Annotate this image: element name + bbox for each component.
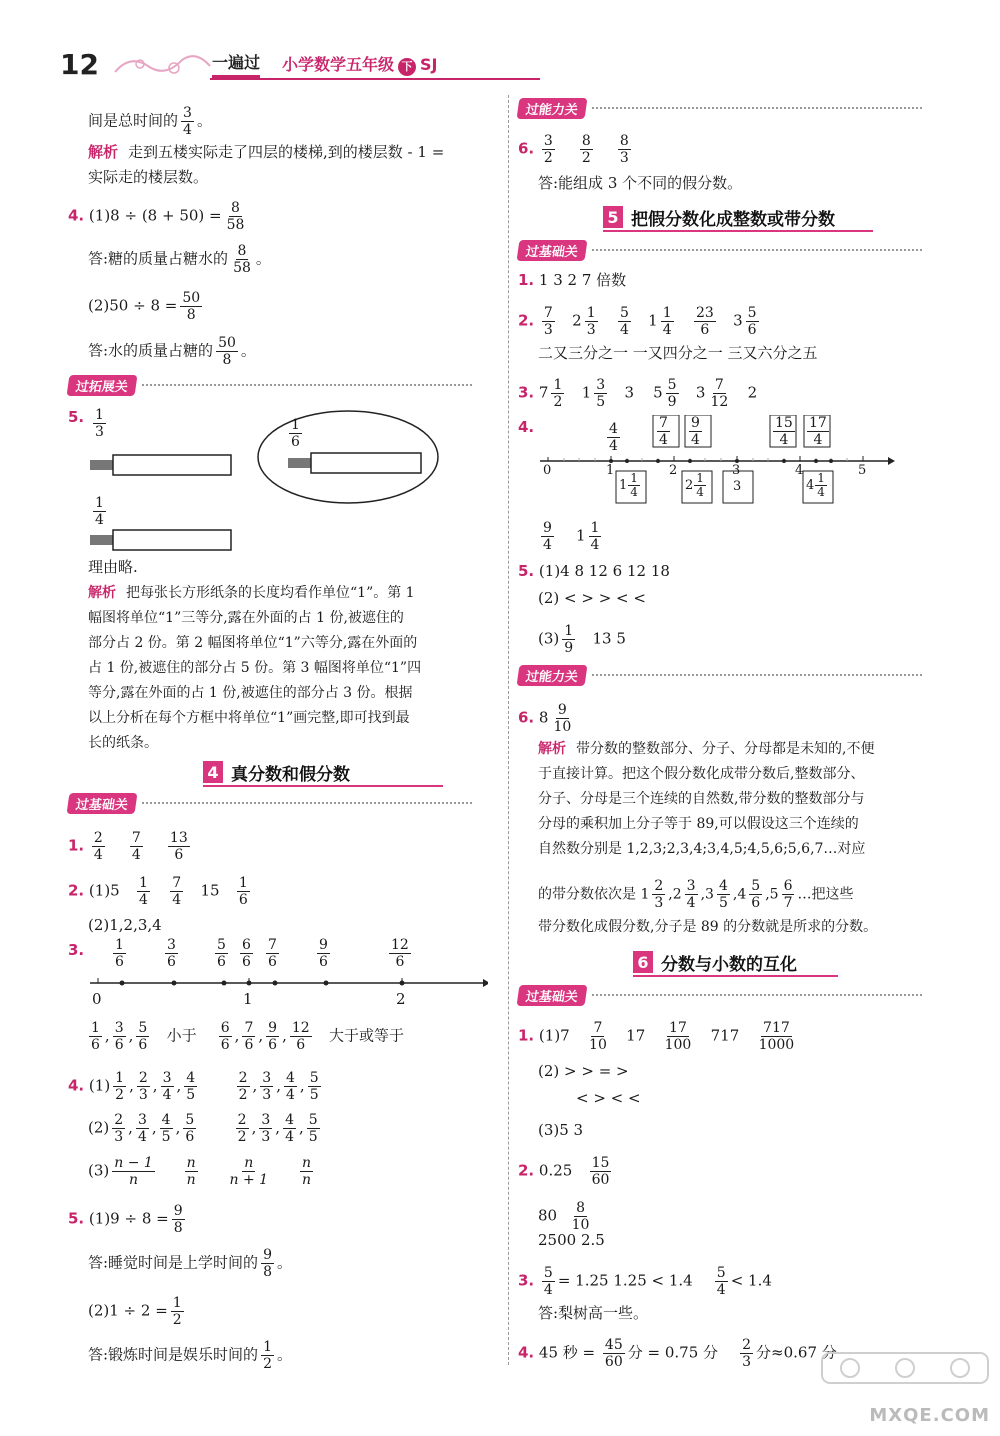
page-number: 12 (60, 48, 99, 81)
watermark-logo-icon (820, 1351, 990, 1401)
q6: 6. $\frac{3}{2}$ $\frac{8}{2}$ $\frac{8}{3}$ (518, 133, 629, 166)
section-tag-extension: 过拓展关 (68, 375, 472, 395)
section-heading-4: 4 真分数和假分数 (203, 757, 443, 787)
p5-part1: 5. (1)9 ÷ 8 = $\frac{9}{8}$ (68, 1203, 183, 1236)
section-heading-6: 6 分数与小数的互化 (633, 947, 838, 977)
analysis-paragraph: 解析 把每张长方形纸条的长度均看作单位“1”。第 1 幅图将单位“1”三等分,露在外面的占 1 份,被遮住的 部分占 2 份。第 2 幅图将单位“1”六等分,露在外面的 占 1 份,被遮住的部分占 5 份。第 3 幅图将单位“1”四 等分,露在外面的占 1 份,被遮住的部分占 3 份。根据 以上分析在每个方框中将单位“1”画完整,即可找到最 长的纸条。 (88, 585, 422, 751)
q4-part1: 4. (1)8 ÷ (8 + 50) = $\frac{8}{58}$ (68, 200, 245, 233)
watermark: MXQE.COM (820, 1351, 990, 1426)
grade-mark: 下 (398, 58, 416, 76)
section-tag-basic: 过基础关 (68, 793, 472, 813)
section-tag-basic-3: 过基础关 (518, 985, 922, 1005)
section-heading-5: 5 把假分数化成整数或带分数 (603, 202, 873, 232)
section-tag-basic-2: 过基础关 (518, 240, 922, 260)
section-tag-ability-2: 过能力关 (518, 665, 922, 685)
p3-compare: $\frac{1}{6}$ , $\frac{3}{6}$ , $\frac{5}{6}$ 小于 $\frac{6}{6}$ , $\frac{7}{6}$ , $\frac{9}{6}$ , $\frac{12}{6}$ 大于或等于 (91, 1020, 404, 1053)
s4: 4. 45 秒 = $\frac{45}{60}$ 分 = 0.75 分 $\frac{2}{3}$ 分≈0.67 分 (518, 1337, 837, 1370)
decoration-icon (110, 52, 220, 80)
p1: 1. $\frac{2}{4}$ $\frac{7}{4}$ $\frac{13}{6}$ (68, 830, 188, 863)
r3: 3. 7 $\frac{1}{2}$ 1 $\frac{3}{5}$ 3 5 $\frac{5}{9}$ 3 $\frac{7}{12}$ 2 (518, 377, 758, 410)
answer-line: 间是总时间的 $\frac{3}{4}$ 。 (88, 105, 212, 138)
p4-part3: (3) $\frac{n - 1}{n}$ $\frac{n}{n}$ $\frac{n}{n + 1}$ $\frac{n}{n}$ (88, 1155, 311, 1188)
paper-strips-figure (83, 405, 483, 565)
p4-part1: 4. (1) $\frac{1}{2}$ , $\frac{2}{3}$ , $\frac{3}{4}$ , $\frac{4}{5}$ $\frac{2}{2}$ , $\frac{3}{3}$ , $\frac{4}{4}$ , $\frac{5}{5}$ (68, 1070, 319, 1103)
brand-name: 一遍过 (212, 50, 260, 78)
r6-analysis: 解析 带分数的整数部分、分子、分母都是未知的,不便 于直接计算。把这个假分数化成带分数后,整数部分、 分子、分母是三个连续的自然数,带分数的整数部分与 分母的乘积加上分子等于 89,可以假设这三个连续的 自然数分别是 1,2,3;2,3,4;3,4,5;4,5,6;5,6,7…对应 (538, 741, 875, 857)
page-header (60, 48, 500, 84)
answer-page: 12 一遍过 小学数学五年级 下 SJ 间是总时间的 $\frac{3}{4}$ 。 解析 走到五楼实际走了四层的楼梯,到的楼层数 - 1 = 实际走的楼层数。 4. (1)8 ÷ (8 + 50) = $\frac{8}{58}$ 答:糖的质量占糖水的 $\frac{8}{58}$ 。 (2)50 ÷ 8 = $\frac{50}{8}$ 答:水的质量占糖的 $\frac{50}{8}$ 。 过拓展关 5. $\frac{1}{3}$ $\frac{1}{6}$ $\frac{1}{4}$ 理由略. 解析 把每张长方形纸条的长度均看作单位“1”。第 1 幅图将单位“1”三等分,露在外面的占 1 份,被遮住的 部分占 2 份。第 2 幅图将单位“1”六等分,露在外面的 占 1 份,被遮住的部分占 5 份。第 3 幅图将单位“1”四 等分,露在外面的占 1 份,被遮住的部分占 3 份。根据 以上分析在每个方框中将单位“1”画完整,即可找到最 长的纸条。 4 真分数和假分数 过基础关 1. $\frac{2}{4}$ $\frac{7}{4}$ $\frac{13}{6}$ 2. (1)5 $\frac{1}{4}$ $\frac{7}{4}$ 15 $\frac{1}{6}$ (2)1,2,3,4 3. $\frac{1}{6}$ $\frac{3}{6}$ $\frac{5}{6}$ $\frac{6}{6}$ $\frac{7}{6}$ $\frac{9}{6}$ $\frac{12}{6}$ 0 1 2 $\frac{1}{6}$ , $\frac{3}{6}$ , $\frac{5}{6}$ 小于 $\frac{6}{6}$ , $\frac{7}{6}$ , $\frac{9}{6}$ , $\frac{12}{6}$ 大于或等于 4. (1) $\frac{1}{2}$ , $\frac{2}{3}$ , $\frac{3}{4}$ , $\frac{4}{5}$ $\frac{2}{2}$ , $\frac{3}{3}$ , $\frac{4}{4}$ , $\frac{5}{5}$ (2) $\frac{2}{3}$ , $\frac{3}{4}$ , $\frac{4}{5}$ , $\frac{5}{6}$ $\frac{2}{2}$ , $\frac{3}{3}$ , $\frac{4}{4}$ , $\frac{5}{5}$ (3) $\frac{n - 1}{n}$ $\frac{n}{n}$ $\frac{n}{n + 1}$ $\frac{n}{n}$ 5. (1)9 ÷ 8 = $\frac{9}{8}$ 答:睡觉时间是上学时间的 $\frac{9}{8}$ 。 (2)1 ÷ 2 = $\frac{1}{2}$ 答:锻炼时间是娱乐时间的 $\frac{1}{2}$ 。 过能力关 6. $\frac{3}{2}$ $\frac{8}{2}$ $\frac{8}{3}$ 答:能组成 3 个不同的假分数。 5 把假分数化成整数或带分数 过基础关 1. 1 3 2 7 倍数 2. $\frac{7}{3}$ 2 $\frac{1}{3}$ $\frac{5}{4}$ 1 $\frac{1}{4}$ $\frac{23}{6}$ 3 $\frac{5}{6}$ 二又三分之一 一又四分之一 三又六分之五 3. 7 $\frac{1}{2}$ 1 $\frac{3}{5}$ 3 5 $\frac{5}{9}$ 3 $\frac{7}{12}$ 2 4. $\frac{4}{4}$ $\frac{7}{4}$ $\frac{9}{4}$ $\frac{15}{4}$ $\frac{17}{4}$ 0 1 2 3 4 5 1 $\frac{1}{4}$ 2 $\frac{1}{4}$ 3 4 $\frac{1}{4}$ $\frac{9}{4}$ 1 $\frac{1}{4}$ 5. (1)4 8 12 6 12 18 (2) < > > < < (3) $\frac{1}{9}$ 13 5 过能力关 6. 8 $\frac{9}{10}$ 解析 带分数的整数部分、分子、分母都是未知的,不便 于直接计算。把这个假分数化成带分数后,整数部分、 分子、分母是三个连续的自然数,带分数的整数部分与 分母的乘积加上分子等于 89,可以假设这三个连续的 自然数分别是 1,2,3;2,3,4;3,4,5;4,5,6;5,6,7…对应 的带分数依次是 1 $\frac{2}{3}$ ,2 $\frac{3}{4}$ ,3 $\frac{4}{5}$ ,4 $\frac{5}{6}$ ,5 $\frac{6}{7}$ …把这些 带分数化成假分数,分子是 89 的分数就是所求的分数。 6 分数与小数的互化 过基础关 1. (1)7 $\frac{7}{10}$ 17 $\frac{17}{100}$ 717 $\frac{717}{1000}$ (2) > > = > < > < < (3)5 3 2. 0.25 $\frac{15}{60}$ 80 $\frac{8}{10}$ 2500 2.5 3. $\frac{5}{4}$ = 1.25 1.25 < 1.4 $\frac{5}{4}$ < 1.4 答:梨树高一些。 4. 45 秒 = $\frac{45}{60}$ 分 = 0.75 分 $\frac{2}{3}$ 分≈0.67 分 MXQE.COM (60, 48, 990, 1426)
column-divider (508, 95, 509, 1365)
book-title: 小学数学五年级 下 SJ (282, 55, 438, 74)
p2: 2. (1)5 $\frac{1}{4}$ $\frac{7}{4}$ 15 $\frac{1}{6}$ (68, 875, 248, 908)
p4-part2: (2) $\frac{2}{3}$ , $\frac{3}{4}$ , $\frac{4}{5}$ , $\frac{5}{6}$ $\frac{2}{2}$ , $\frac{3}{3}$ , $\frac{4}{4}$ , $\frac{5}{5}$ (88, 1112, 318, 1145)
r2: 2. $\frac{7}{3}$ 2 $\frac{1}{3}$ $\frac{5}{4}$ 1 $\frac{1}{4}$ $\frac{23}{6}$ 3 $\frac{5}{6}$ (518, 305, 757, 338)
section-tag-ability: 过能力关 (518, 98, 922, 118)
analysis-line: 解析 走到五楼实际走了四层的楼梯,到的楼层数 - 1 = (88, 143, 445, 161)
s1: 1. (1)7 $\frac{7}{10}$ 17 $\frac{17}{100}$ 717 $\frac{717}{1000}$ (518, 1020, 795, 1053)
s2: 2. 0.25 $\frac{15}{60}$ (518, 1155, 610, 1188)
s3: 3. $\frac{5}{4}$ = 1.25 1.25 < 1.4 $\frac{5}{4}$ < 1.4 (518, 1265, 772, 1298)
